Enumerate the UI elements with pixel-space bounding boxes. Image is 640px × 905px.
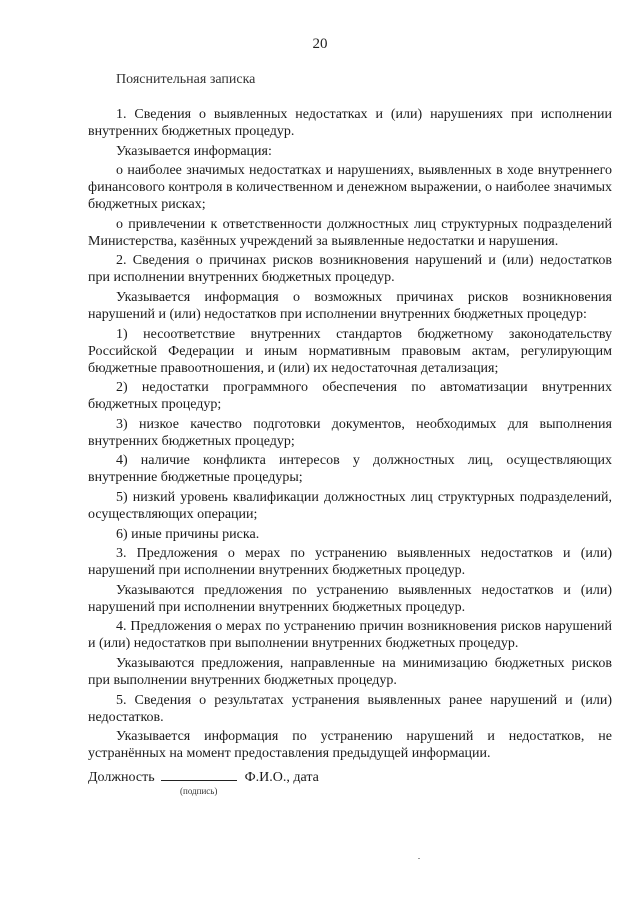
- section-3-heading: 3. Предложения о мерах по устранению выявленных недостатков и (или) нарушений при исполнении внутренних бюджетных процедур.: [88, 546, 612, 579]
- document-body: [88, 106, 612, 765]
- list-item: 6) иные причины риска.: [116, 526, 260, 542]
- document-title: Пояснительная записка: [116, 72, 256, 87]
- paragraph: Указываются предложения по устранению выявленных недостатков и (или) нарушений при исполнении внутренних бюджетных процедур.: [88, 582, 612, 615]
- page-number: 20: [312, 36, 328, 52]
- paragraph: о привлечении к ответственности должностных лиц структурных подразделений Министерства, казённых учреждений за выявленные недостатки и нарушения.: [88, 216, 612, 249]
- section-1-heading: 1. Сведения о выявленных недостатках и (или) нарушениях при исполнении внутренних бюджетных процедур.: [88, 107, 612, 139]
- section-2-heading: 2. Сведения о причинах рисков возникновения нарушений и (или) недостатков при исполнении внутренних бюджетных процедур.: [88, 253, 612, 286]
- paragraph: о наиболее значимых недостатках и нарушениях, выявленных в ходе внутреннего финансового контроля в количественном и денежном выражении, о наиболее значимых бюджетных рисках;: [88, 163, 612, 213]
- list-item: 2) недостатки программного обеспечения по автоматизации внутренних бюджетных процедур;: [88, 380, 612, 413]
- position-label: Должность: [88, 770, 155, 785]
- section-5-heading: 5. Сведения о результатах устранения выявленных ранее нарушений и (или) недостатков.: [88, 692, 612, 725]
- signature-blank: [161, 768, 237, 781]
- list-item: 5) низкий уровень квалификации должностных лиц структурных подразделений, осуществляющих операции;: [88, 489, 612, 522]
- paragraph: Указывается информация о возможных причинах рисков возникновения нарушений и (или) недостатков при исполнении внутренних бюджетных процедур:: [88, 289, 612, 322]
- paragraph: Указывается информация:: [116, 143, 272, 159]
- list-item: 4) наличие конфликта интересов у должностных лиц, осуществляющих внутренние бюджетные процедуры;: [88, 453, 612, 486]
- paragraph: Указывается информация по устранению нарушений и недостатков, не устранённых на момент предоставления предыдущей информации.: [88, 729, 612, 762]
- name-date-label: Ф.И.О., дата: [244, 770, 319, 785]
- list-item: 1) несоответствие внутренних стандартов бюджетному законодательству Российской Федерации и иным нормативным правовым актам, регулирующим бюджетные правоотношения, и (или) их недостаточная детализация;: [88, 326, 612, 376]
- list-item: 3) низкое качество подготовки документов, необходимых для выполнения внутренних бюджетных процедур;: [88, 416, 612, 449]
- scan-speck: [418, 858, 420, 859]
- signature-line: [88, 768, 319, 786]
- paragraph: Указываются предложения, направленные на минимизацию бюджетных рисков при выполнении внутренних бюджетных процедур.: [88, 655, 612, 688]
- signature-caption: (подпись): [180, 786, 218, 796]
- section-4-heading: 4. Предложения о мерах по устранению причин возникновения рисков нарушений и (или) недостатков при выполнении внутренних бюджетных процедур.: [88, 619, 612, 652]
